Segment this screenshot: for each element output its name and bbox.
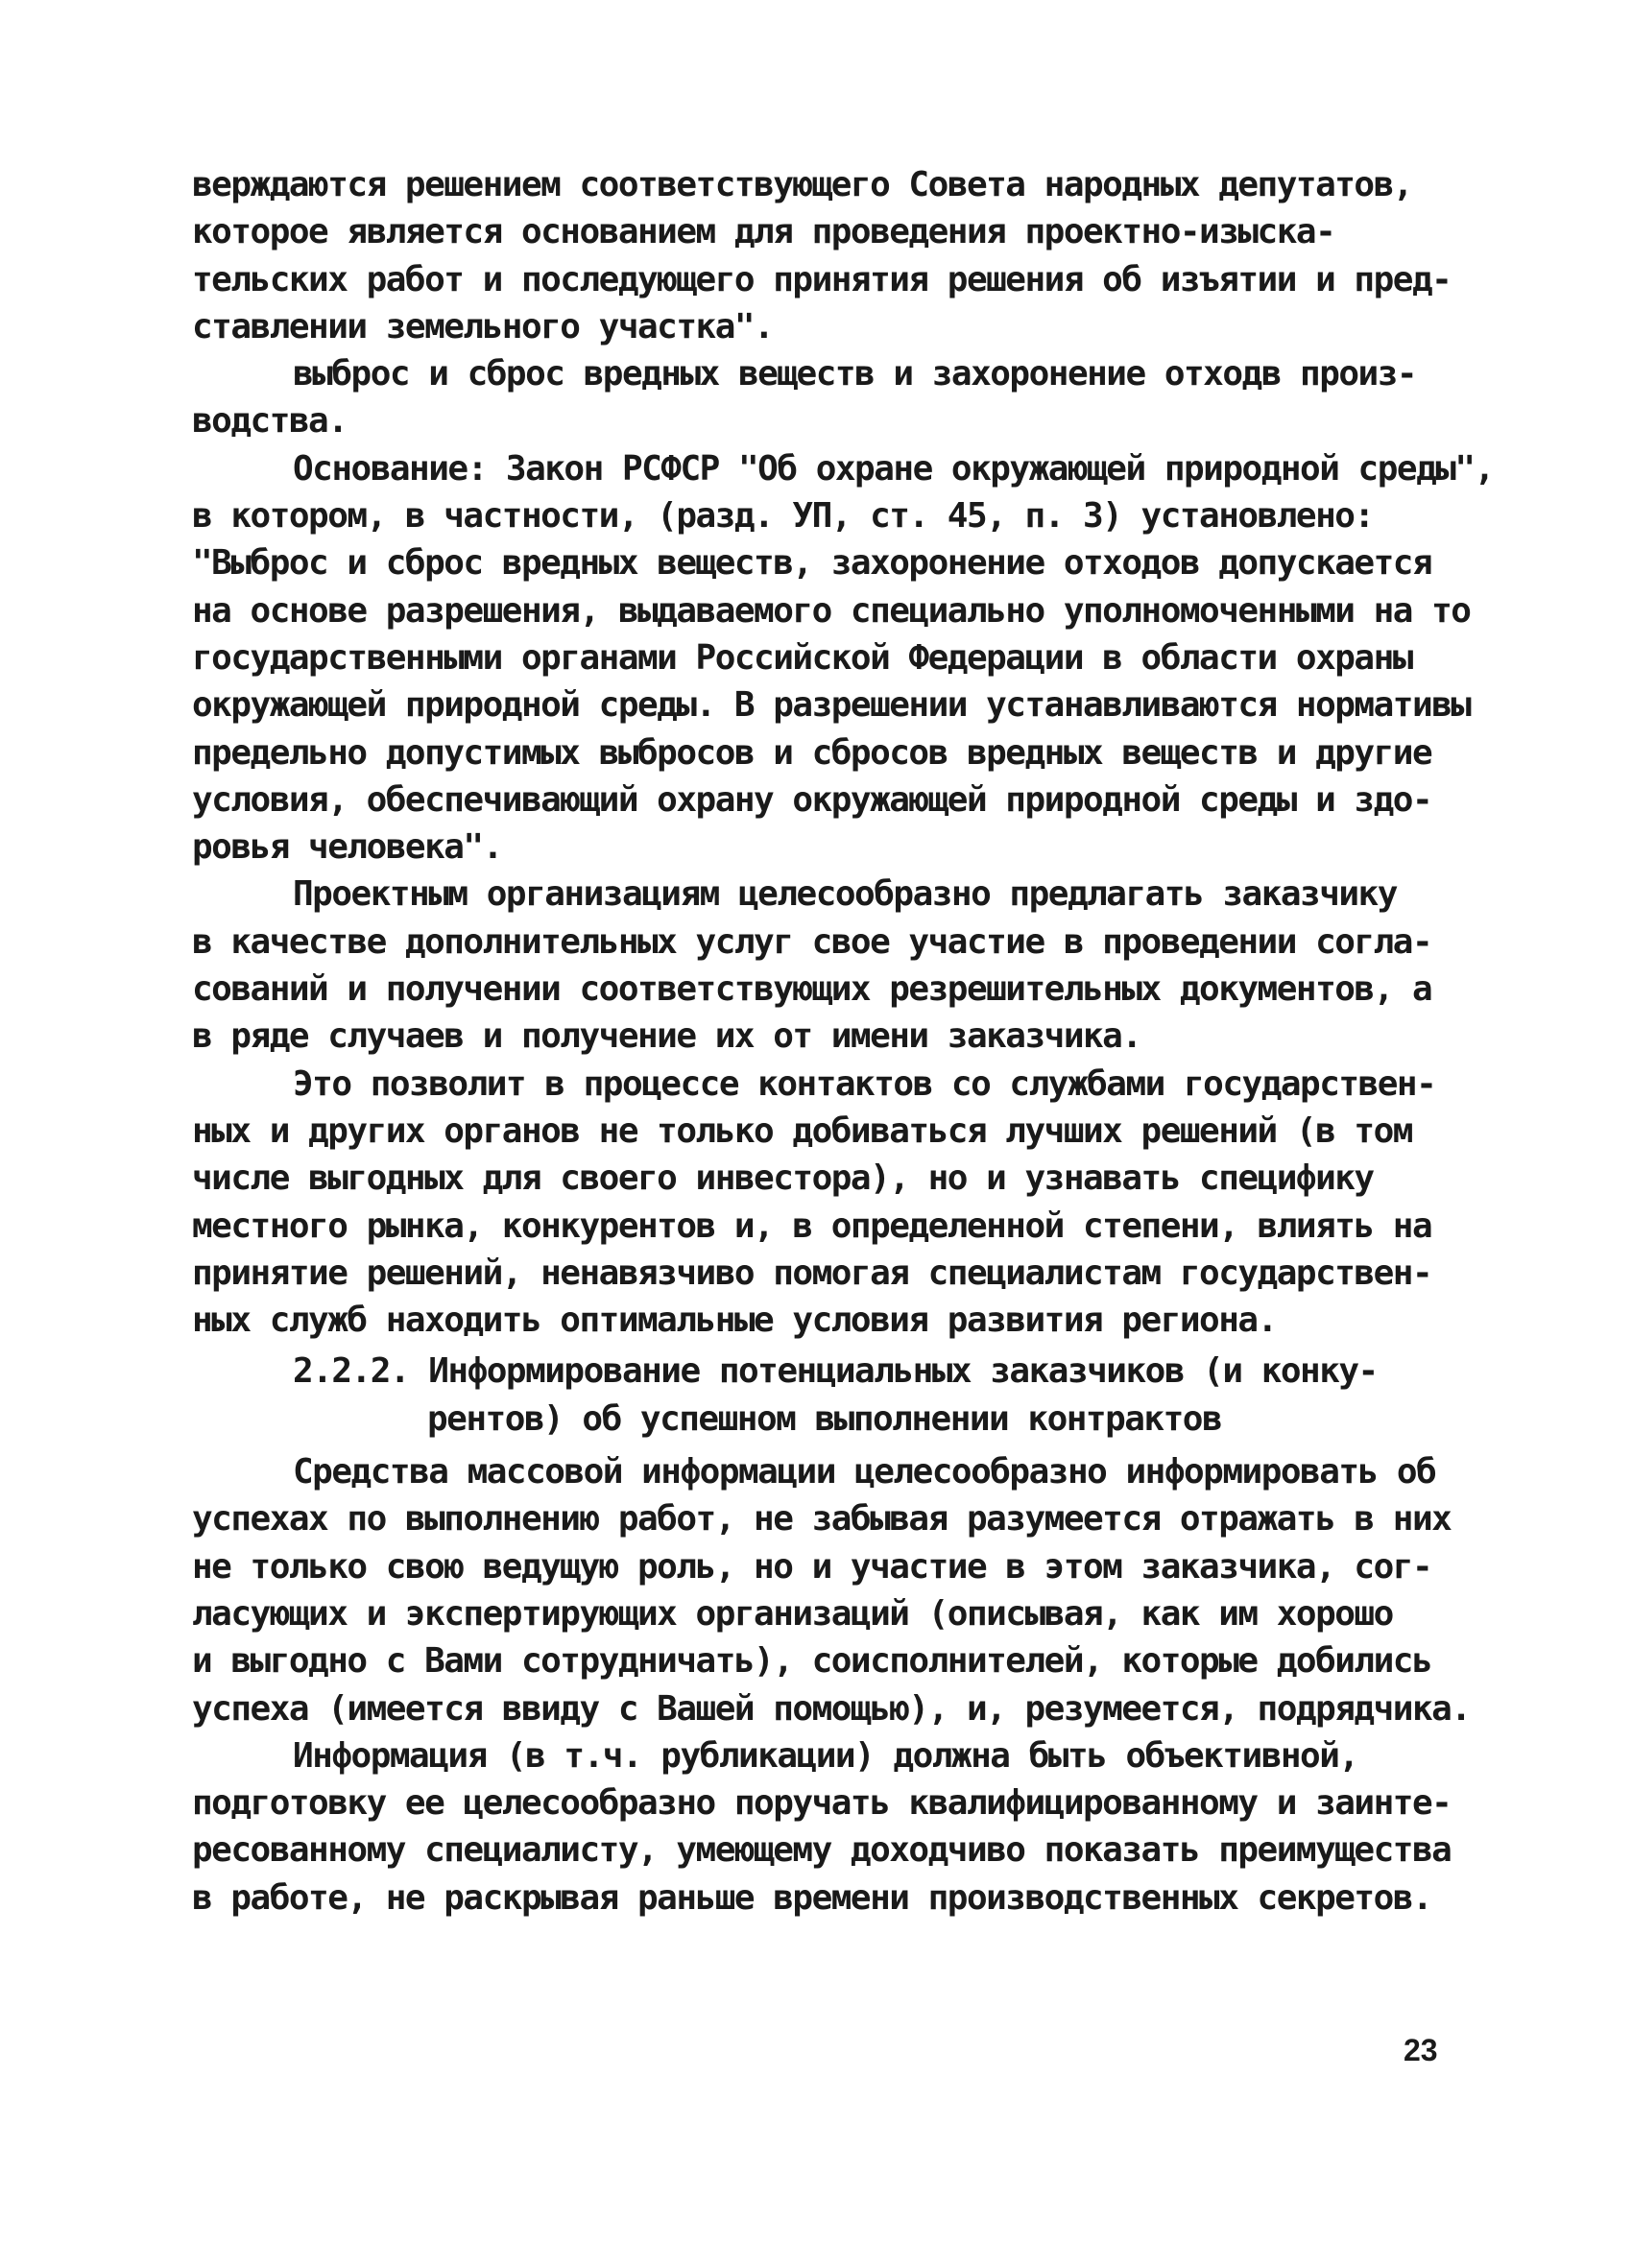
text-line: выброс и сброс вредных веществ и захоронение отходв произ- — [293, 354, 1417, 394]
text-line: которое является основанием для проведения проектно-изыска- — [192, 212, 1335, 252]
text-line: Средства массовой информации целесообразно информировать об — [293, 1452, 1436, 1492]
text-line: в качестве дополнительных услуг свое участие в проведении согла- — [192, 921, 1432, 962]
section-heading: 2.2.2. Информирование потенциальных заказчиков (и конку- — [293, 1351, 1378, 1392]
text-line: ных служб находить оптимальные условия развития региона. — [192, 1301, 1277, 1341]
text-line: успеха (имеется ввиду с Вашей помощью), и, резумеется, подрядчика. — [192, 1688, 1471, 1729]
text-line: предельно допустимых выбросов и сбросов вредных веществ и другие — [192, 732, 1432, 773]
text-line: ресованному специалисту, умеющему доходчиво показать преимущества — [192, 1830, 1452, 1871]
text-line: государственными органами Российской Федерации в области охраны — [192, 637, 1412, 678]
text-line: ровья человека". — [192, 827, 502, 868]
text-line: в работе, не раскрывая раньше времени производственных секретов. — [192, 1877, 1432, 1918]
text-line: в котором, в частности, (разд. УП, ст. 45, п. 3) установлено: — [192, 496, 1374, 537]
text-line: числе выгодных для своего инвестора), но и узнавать специфику — [192, 1158, 1374, 1199]
text-line: подготовку ее целесообразно поручать квалифицированному и заинте- — [192, 1783, 1452, 1824]
section-heading-continued: рентов) об успешном выполнении контрактов — [427, 1398, 1222, 1439]
text-line: "Выброс и сброс вредных веществ, захоронение отходов допускается — [192, 543, 1432, 584]
text-line: сований и получении соответствующих резрешительных документов, а — [192, 969, 1432, 1010]
text-line: в ряде случаев и получение их от имени заказчика. — [192, 1016, 1141, 1057]
text-line: местного рынка, конкурентов и, в определенной степени, влиять на — [192, 1206, 1432, 1246]
text-line: на основе разрешения, выдаваемого специально уполномоченными на то — [192, 590, 1471, 631]
text-line: верждаются решением соответствующего Совета народных депутатов, — [192, 165, 1412, 204]
body-text — [192, 161, 1494, 1922]
text-line: Основание: Закон РСФСР "Об охране окружающей природной среды", — [293, 448, 1494, 489]
text-line: окружающей природной среды. В разрешении устанавливаются нормативы — [192, 685, 1471, 726]
text-line: ных и других органов не только добиваться лучших решений (в том — [192, 1110, 1412, 1151]
text-line: Это позволит в процессе контактов со службами государствен- — [293, 1063, 1436, 1104]
text-line: не только свою ведущую роль, но и участие в этом заказчика, сог- — [192, 1546, 1432, 1587]
text-line: ставлении земельного участка". — [192, 306, 774, 346]
text-line: Проектным организациям целесообразно предлагать заказчику — [293, 874, 1397, 915]
text-line: и выгодно с Вами сотрудничать), соисполнителей, которые добились — [192, 1641, 1432, 1682]
page-number: 23 — [1404, 2033, 1438, 2067]
text-line: тельских работ и последующего принятия решения об изъятии и пред- — [192, 259, 1452, 299]
text-line: ласующих и экспертирующих организаций (описывая, как им хорошо — [192, 1593, 1393, 1634]
text-line: Информация (в т.ч. рубликации) должна быть объективной, — [293, 1735, 1358, 1776]
text-line: водства. — [192, 401, 348, 442]
text-line: принятие решений, ненавязчиво помогая специалистам государствен- — [192, 1253, 1432, 1293]
text-line: успехах по выполнению работ, не забывая разумеется отражать в них — [192, 1499, 1452, 1540]
text-line: условия, обеспечивающий охрану окружающей природной среды и здо- — [192, 779, 1432, 820]
